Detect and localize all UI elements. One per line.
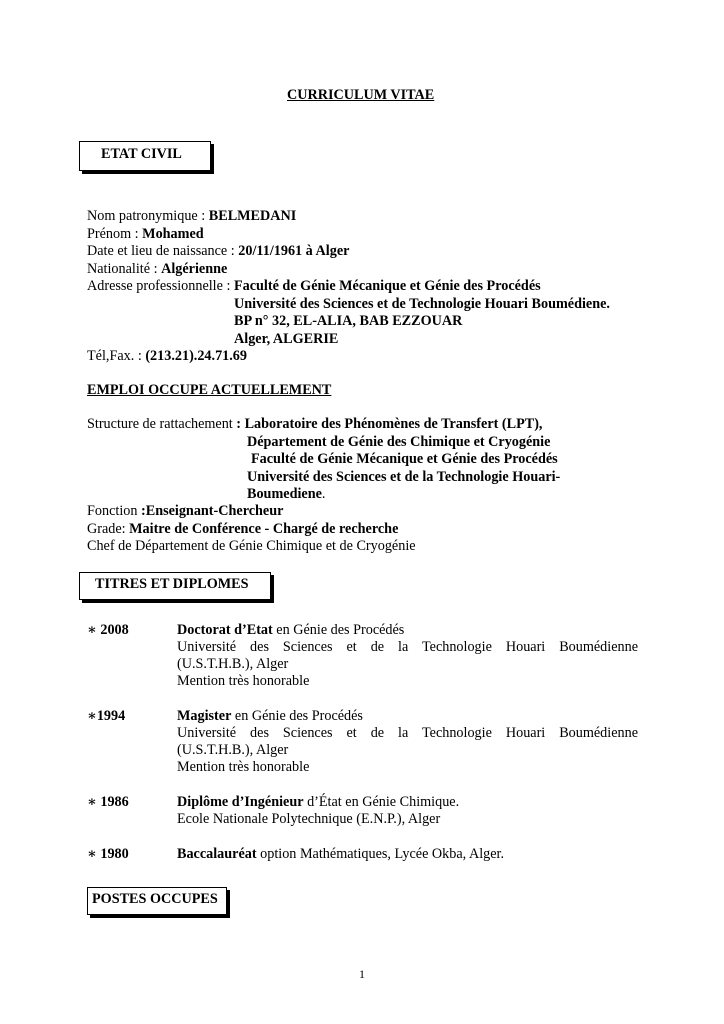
- chef-line: Chef de Département de Génie Chimique et de Cryogénie: [87, 538, 416, 554]
- document-title: CURRICULUM VITAE: [287, 87, 435, 103]
- fonction-value: :Enseignant-Chercheur: [141, 503, 284, 519]
- structure-line-3: [251, 451, 558, 469]
- naissance-line: [87, 243, 349, 261]
- tel-line: [87, 348, 247, 366]
- diploma-extra-1986-1: Ecole Nationale Polytechnique (E.N.P.), Alger: [177, 811, 441, 827]
- prenom-label: Prénom :: [87, 226, 143, 242]
- diploma-field: d’État en Génie Chimique.: [303, 794, 460, 810]
- diploma-year: 1980: [100, 846, 129, 862]
- adresse-line-3: [234, 313, 462, 331]
- nationalite-line: [87, 261, 227, 279]
- diploma-extra-1994-1: (U.S.T.H.B.), Alger: [177, 742, 289, 758]
- prenom-line: [87, 226, 204, 244]
- page-number: 1: [359, 967, 365, 981]
- diploma-univ-2008: Université des Sciences et de la Technologie Houari Boumédienne: [177, 639, 638, 655]
- structure-line: [87, 416, 542, 434]
- nom-label: Nom patronymique :: [87, 208, 209, 224]
- grade-line: [87, 521, 398, 539]
- section-box-etat-civil: [79, 141, 211, 171]
- diploma-title-1994: [177, 708, 363, 726]
- bullet-icon: ∗: [87, 622, 97, 638]
- grade-value: Maitre de Conférence - Chargé de recherche: [129, 521, 399, 537]
- diploma-univ-1994: Université des Sciences et de la Technologie Houari Boumédienne: [177, 725, 638, 741]
- section-heading-postes: POSTES OCCUPES: [92, 891, 218, 907]
- diploma-extra-2008-2: Mention très honorable: [177, 673, 310, 689]
- prenom-value: Mohamed: [142, 226, 204, 242]
- diploma-field: en Génie des Procédés: [231, 708, 363, 724]
- structure-label: Structure de rattachement: [87, 416, 237, 432]
- nationalite-label: Nationalité :: [87, 261, 162, 277]
- structure-text: Faculté de Génie Mécanique et Génie des Procédés: [251, 451, 558, 467]
- naissance-label: Date et lieu de naissance :: [87, 243, 239, 259]
- adresse-line-2: [234, 296, 610, 314]
- section-box-postes: [87, 887, 227, 915]
- section-heading-etat-civil: ETAT CIVIL: [101, 146, 182, 162]
- diploma-field: en Génie des Procédés: [272, 622, 405, 638]
- diploma-year: 1994: [96, 708, 126, 724]
- diploma-degree: Diplôme d’Ingénieur: [177, 794, 304, 810]
- tel-label: Tél,Fax. :: [87, 348, 146, 364]
- adresse-line-4: [234, 331, 338, 349]
- bullet-icon: ∗: [87, 846, 97, 862]
- diploma-year-2008: [87, 622, 129, 640]
- adresse-text: Université des Sciences et de Technologie Houari Boumédiene.: [234, 296, 610, 312]
- diploma-degree: Doctorat d’Etat: [177, 622, 273, 638]
- diploma-year: 2008: [100, 622, 129, 638]
- structure-text: Université des Sciences et de la Technologie Houari-: [247, 469, 561, 485]
- nom-line: [87, 208, 296, 226]
- diploma-title-1986: [177, 794, 459, 812]
- diploma-field: option Mathématiques, Lycée Okba, Alger.: [256, 846, 505, 862]
- adresse-text: Alger, ALGERIE: [234, 331, 339, 347]
- diploma-degree: Baccalauréat: [177, 846, 257, 862]
- section-box-titres: [79, 572, 271, 600]
- structure-line-2: [247, 434, 550, 452]
- section-heading-titres: TITRES ET DIPLOMES: [95, 576, 249, 592]
- diploma-year-1994: [87, 708, 125, 726]
- diploma-degree: Magister: [177, 708, 232, 724]
- structure-line-5: [247, 486, 325, 504]
- naissance-value: 20/11/1961 à Alger: [238, 243, 350, 259]
- adresse-line: [87, 278, 541, 296]
- diploma-title-2008: [177, 622, 404, 640]
- section-heading-emploi: EMPLOI OCCUPE ACTUELLEMENT: [87, 382, 332, 398]
- adresse-label: Adresse professionnelle :: [87, 278, 234, 294]
- adresse-value: Faculté de Génie Mécanique et Génie des Procédés: [233, 278, 541, 294]
- nationalite-value: Algérienne: [161, 261, 228, 277]
- fonction-line: [87, 503, 283, 521]
- structure-line-4: [247, 469, 560, 487]
- structure-end: .: [321, 486, 326, 502]
- bullet-icon: ∗: [87, 794, 97, 810]
- diploma-extra-1994-2: Mention très honorable: [177, 759, 310, 775]
- diploma-extra-2008-1: (U.S.T.H.B.), Alger: [177, 656, 289, 672]
- fonction-label: Fonction: [87, 503, 141, 519]
- diploma-title-1980: [177, 846, 504, 864]
- structure-text: Boumediene: [247, 486, 322, 502]
- structure-value: : Laboratoire des Phénomènes de Transfert (LPT),: [236, 416, 543, 432]
- nom-value: BELMEDANI: [208, 208, 297, 224]
- diploma-year-1980: [87, 846, 129, 864]
- adresse-text: BP n° 32, EL-ALIA, BAB EZZOUAR: [234, 313, 463, 329]
- diploma-year: 1986: [100, 794, 129, 810]
- structure-text: Département de Génie des Chimique et Cryogénie: [247, 434, 551, 450]
- grade-label: Grade:: [87, 521, 130, 537]
- diploma-year-1986: [87, 794, 129, 812]
- bullet-icon: ∗: [87, 708, 97, 724]
- tel-value: (213.21).24.71.69: [145, 348, 247, 364]
